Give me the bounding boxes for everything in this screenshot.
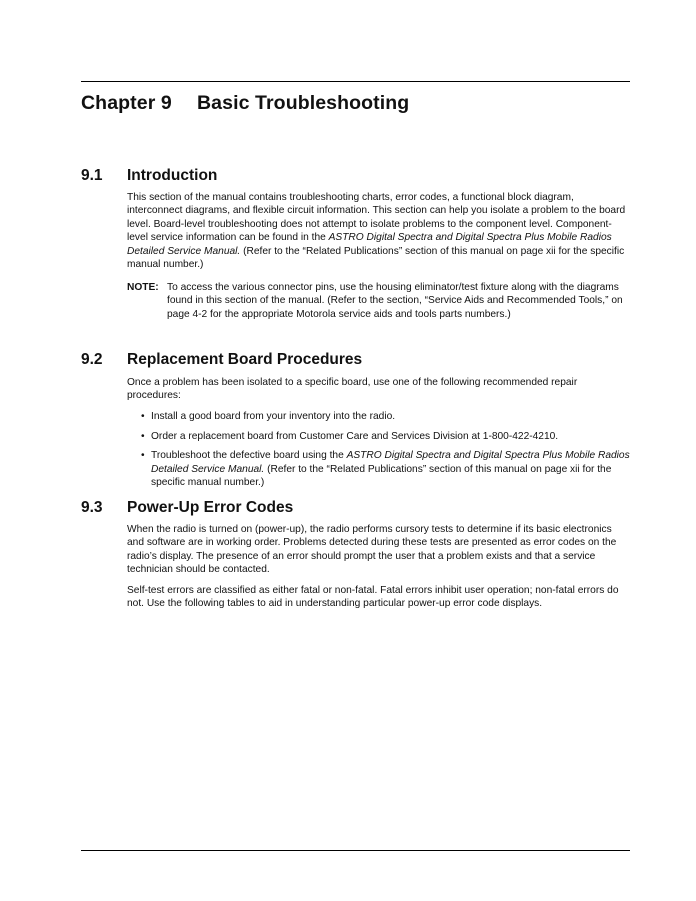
self-test-text: Self-test errors are classified as either fatal or non-fatal. Fatal errors inhibit user operation; non-fatal errors do not. Use the following tables to aid in understanding particular power-up error code displays. — [127, 585, 619, 610]
power-up-text: When the radio is turned on (power-up), the radio performs cursory tests to determine if its basic electronics and software are in working order. Problems detected during these tests are presented as error codes on the radio’s display. The presence of an error should prompt the user that a problem exists and that a service technician should be contacted. — [127, 524, 617, 576]
note-text: To access the various connector pins, use the housing eliminator/test fixture along with the diagrams found in this section of the manual. (Refer to the section, “Service Aids and Recommended Tools,” on page 4-2 for the appropriate Motorola service aids and tools parts numbers.) — [167, 282, 623, 320]
chapter-title — [81, 92, 409, 115]
bottom-rule — [81, 850, 630, 851]
replacement-intro-paragraph — [127, 376, 630, 403]
power-up-paragraph — [127, 523, 630, 577]
top-rule — [81, 81, 630, 82]
list-item — [127, 410, 630, 423]
bullet-icon: • — [141, 430, 145, 442]
section-number: 9.2 — [81, 351, 103, 368]
section-number: 9.3 — [81, 499, 103, 516]
section-number: 9.1 — [81, 167, 103, 184]
note-label: NOTE: — [127, 282, 159, 293]
list-item — [127, 449, 630, 489]
list-item-text: Install a good board from your inventory into the radio. — [151, 411, 396, 422]
list-item — [127, 430, 630, 443]
introduction-paragraph — [127, 191, 630, 271]
intro-text-a: This section of the manual contains troubleshooting charts, error codes, a functional block diagram, interconnect diagrams, and flexible circuit information. This section can help you isolate a problem to the board level. Board-level troubleshooting does not attempt to isolate problems to the component level. Component-level service information can be found in the — [127, 192, 626, 244]
note-block — [127, 281, 630, 321]
bullet-icon: • — [141, 411, 145, 422]
self-test-paragraph — [127, 584, 630, 611]
section-heading-replacement-board — [81, 351, 362, 369]
intro-text-b: (Refer to the “Related Publications” section of this manual on page xii for the specific manual number.) — [127, 245, 625, 271]
bullet-icon: • — [141, 450, 145, 462]
section-title: Introduction — [127, 167, 218, 184]
replacement-intro-text: Once a problem has been isolated to a specific board, use one of the following recommended repair procedures: — [127, 377, 578, 402]
section-title: Power-Up Error Codes — [127, 499, 294, 516]
section-heading-introduction — [81, 167, 217, 185]
intro-manual-title: ASTRO Digital Spectra and Digital Spectra Plus Mobile Radios Detailed Service Manual. — [127, 232, 612, 257]
procedure-list — [127, 410, 630, 496]
chapter-number: Chapter 9 — [81, 92, 172, 114]
list-item-text-a: Troubleshoot the defective board using the — [151, 450, 347, 462]
list-item-manual-title: ASTRO Digital Spectra and Digital Spectra Plus Mobile Radios Detailed Service Manual. — [151, 450, 630, 475]
list-item-text: Order a replacement board from Customer Care and Services Division at 1-800-422-4210. — [151, 430, 559, 442]
list-item-text-b: (Refer to the “Related Publications” section of this manual on page xii for the specific manual number.) — [151, 463, 612, 488]
section-title: Replacement Board Procedures — [127, 351, 363, 368]
chapter-name: Basic Troubleshooting — [197, 92, 410, 114]
section-heading-power-up-error-codes — [81, 499, 293, 517]
